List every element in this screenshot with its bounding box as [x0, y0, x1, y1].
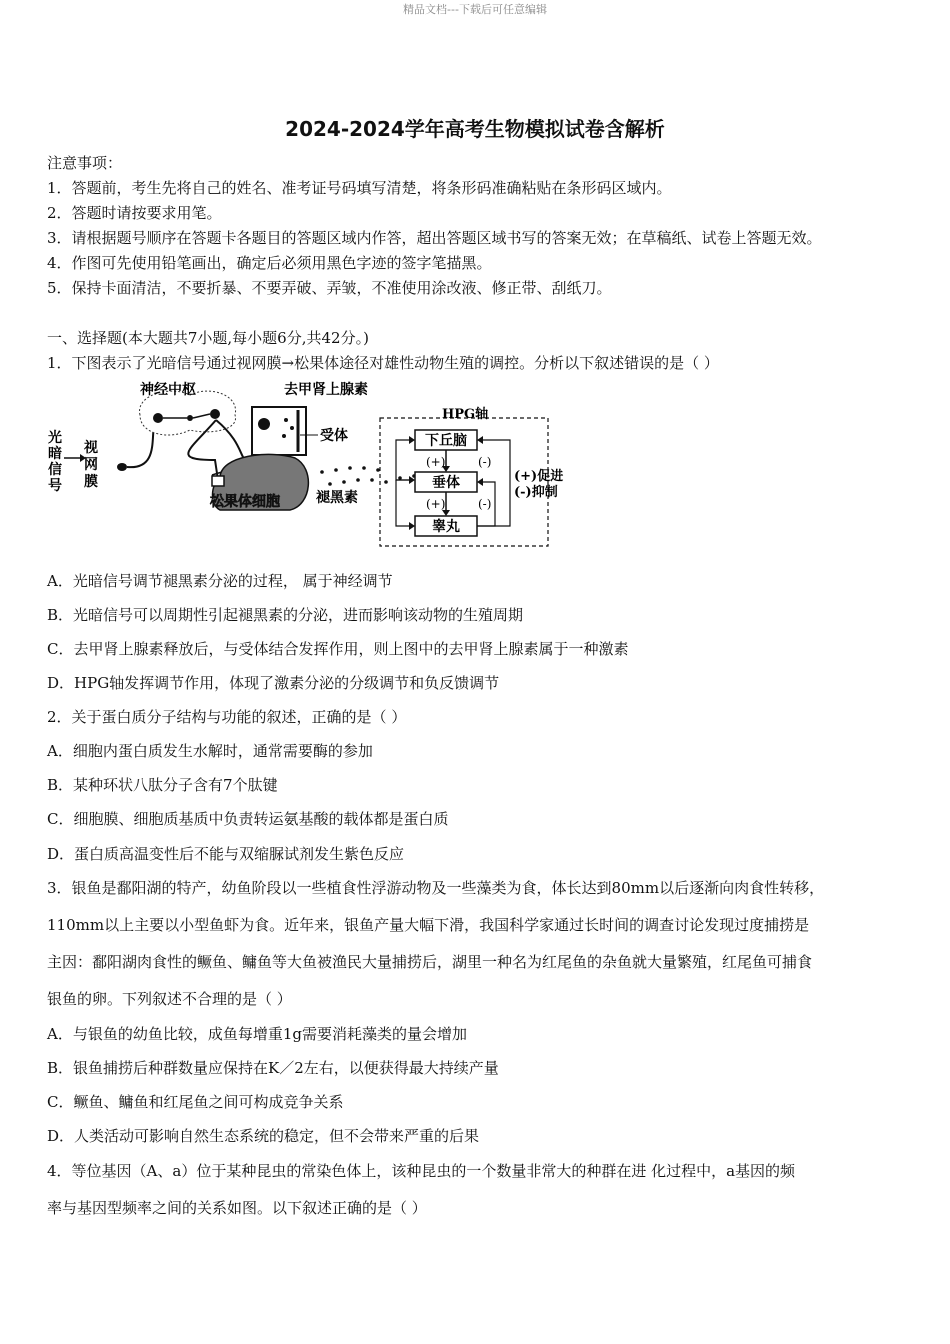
hypothalamus-label: 下丘脑	[425, 433, 467, 449]
question-stem: 110mm以上主要以小型鱼虾为食。近年来，银鱼产量大幅下滑，我国科学家通过长时间的调查讨论发现过度捕捞是	[47, 916, 810, 934]
vesicle	[282, 434, 286, 438]
notice-item: 1．答题前，考生先将自己的姓名、准考证号码填写清楚，将条形码准确粘贴在条形码区域内。	[47, 179, 672, 197]
retina-char: 膜	[84, 474, 98, 490]
notice-heading: 注意事项：	[47, 154, 123, 172]
page-title: 2024-2024学年高考生物模拟试卷含解析	[285, 117, 665, 141]
melatonin-dots	[320, 466, 416, 486]
regulation-diagram	[40, 380, 590, 550]
question-stem: 4．等位基因（A、a）位于某种昆虫的常染色体上，该种昆虫的一个数量非常大的种群在进 化过程中，a基因的频	[47, 1162, 796, 1180]
option: C．鳜鱼、鳙鱼和红尾鱼之间可构成竞争关系	[47, 1093, 344, 1111]
light-signal-char: 号	[48, 478, 62, 494]
pineal-label: 松果体细胞	[210, 494, 280, 510]
arrow-head-icon	[477, 478, 483, 486]
question-stem: 2．关于蛋白质分子结构与功能的叙述，正确的是（ ）	[47, 708, 407, 726]
testis-label: 睾丸	[432, 519, 460, 535]
question-stem: 银鱼的卵。下列叙述不合理的是（ ）	[47, 990, 292, 1008]
melatonin-path	[396, 440, 412, 480]
legend-inhibit: (-)抑制	[514, 485, 558, 500]
norepinephrine-label: 去甲肾上腺素	[284, 382, 368, 398]
option: B．光暗信号可以周期性引起褪黑素的分泌，进而影响该动物的生殖周期	[47, 606, 524, 624]
hpg-label: HPG轴	[442, 407, 489, 422]
retina-char: 网	[84, 457, 98, 473]
arrow-head-icon	[409, 436, 415, 444]
arrow-head-icon	[409, 522, 415, 530]
option: B．银鱼捕捞后种群数量应保持在K／2左右，以便获得最大持续产量	[47, 1059, 499, 1077]
option: D．人类活动可影响自然生态系统的稳定，但不会带来严重的后果	[47, 1127, 480, 1145]
legend-promote: (+)促进	[514, 469, 564, 484]
pituitary-label: 垂体	[432, 475, 460, 491]
question-stem: 主因：鄱阳湖肉食性的鳜鱼、鳙鱼等大鱼被渔民大量捕捞后，湖里一种名为红尾鱼的杂鱼就大量繁殖，红尾鱼可捕食	[47, 953, 813, 971]
neuron-body	[210, 409, 220, 419]
retina-neuron	[117, 463, 127, 471]
option: D．蛋白质高温变性后不能与双缩脲试剂发生紫色反应	[47, 845, 405, 863]
melatonin-path	[396, 480, 412, 526]
neuron-body	[153, 413, 163, 423]
question-stem: 1．下图表示了光暗信号通过视网膜→松果体途径对雄性动物生殖的调控。分析以下叙述错误的是（ ）	[47, 354, 719, 372]
axon-terminal	[258, 418, 270, 430]
option: C．去甲肾上腺素释放后，与受体结合发挥作用，则上图中的去甲肾上腺素属于一种激素	[47, 640, 629, 658]
light-signal-char: 信	[48, 462, 62, 478]
receptor-label: 受体	[320, 428, 348, 444]
notice-item: 2．答题时请按要求用笔。	[47, 204, 222, 222]
option: A．光暗信号调节褪黑素分泌的过程， 属于神经调节	[47, 572, 393, 590]
question-stem: 率与基因型频率之间的关系如图。以下叙述正确的是（ ）	[47, 1199, 427, 1217]
option: A．细胞内蛋白质发生水解时，通常需要酶的参加	[47, 742, 373, 760]
question-stem: 3．银鱼是鄱阳湖的特产，幼鱼阶段以一些植食性浮游动物及一些藻类为食，体长达到80mm以后逐渐向肉食性转移，	[47, 879, 825, 897]
watermark: 精品文档---下载后可任意编辑	[403, 3, 547, 16]
promote-sign: (+)	[426, 455, 446, 469]
nerve-center-label: 神经中枢	[140, 382, 196, 398]
light-signal-char: 暗	[48, 446, 62, 462]
notice-item: 5．保持卡面清洁，不要折暴、不要弄破、弄皱，不准使用涂改液、修正带、刮纸刀。	[47, 279, 612, 297]
inhibit-sign: (-)	[478, 455, 492, 469]
melatonin-label: 褪黑素	[316, 490, 358, 506]
vesicle	[284, 418, 288, 422]
promote-sign: (+)	[426, 497, 446, 511]
section-heading: 一、选择题(本大题共7小题,每小题6分,共42分。)	[47, 329, 369, 347]
retina-char: 视	[84, 440, 98, 456]
synapse-marker	[212, 476, 224, 486]
option: B．某种环状八肽分子含有7个肽键	[47, 776, 278, 794]
option: C．细胞膜、细胞质基质中负责转运氨基酸的载体都是蛋白质	[47, 810, 449, 828]
light-signal-char: 光	[48, 430, 62, 446]
option: A．与银鱼的幼鱼比较，成鱼每增重1g需要消耗藻类的量会增加	[47, 1025, 467, 1043]
inhibit-sign: (-)	[478, 497, 492, 511]
arrow-head-icon	[477, 436, 483, 444]
notice-item: 4．作图可先使用铅笔画出，确定后必须用黑色字迹的签字笔描黑。	[47, 254, 492, 272]
neuron-body	[187, 415, 193, 421]
vesicle	[290, 426, 294, 430]
option: D．HPG轴发挥调节作用，体现了激素分泌的分级调节和负反馈调节	[47, 674, 500, 692]
notice-item: 3．请根据题号顺序在答题卡各题目的答题区域内作答，超出答题区域书写的答案无效；在草稿纸、试卷上答题无效。	[47, 229, 822, 247]
